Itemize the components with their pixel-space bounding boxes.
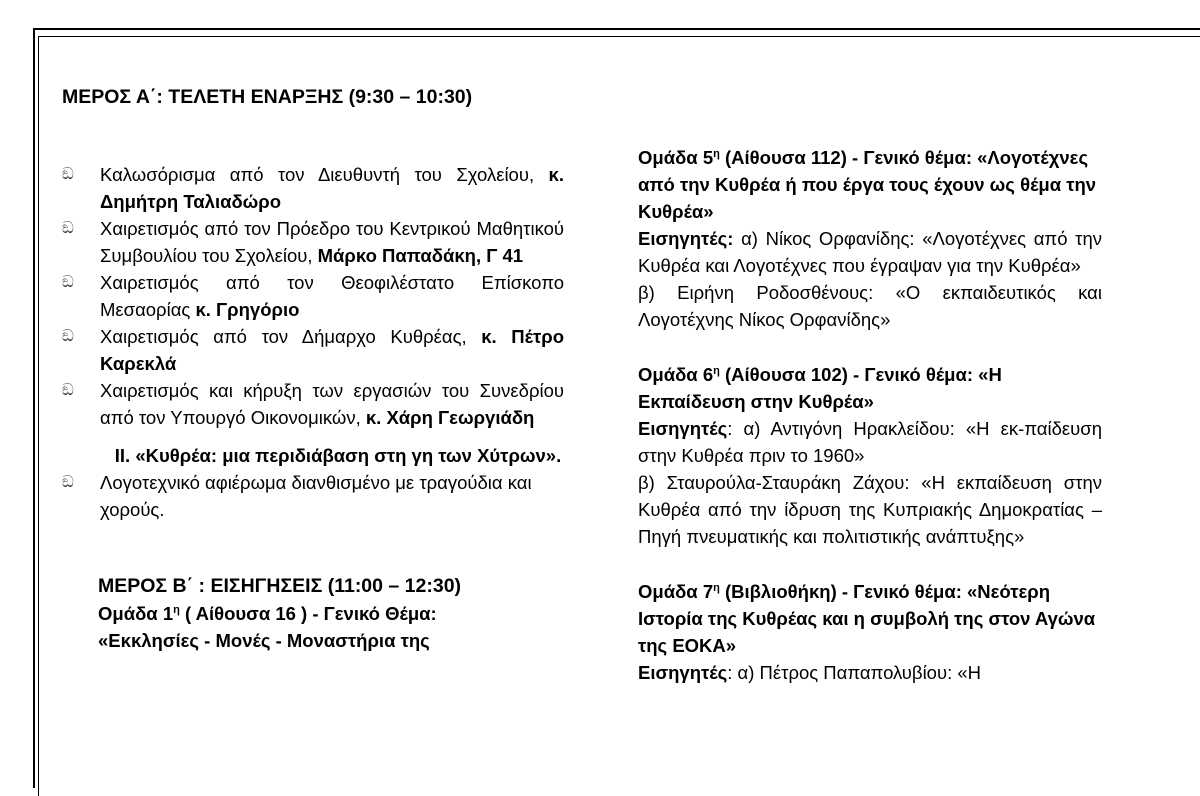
group-1-theme: «Εκκλησίες - Μονές - Μοναστήρια της [98, 630, 430, 651]
leaf-ornament-icon: ඞ [62, 474, 74, 491]
group-5-title: Ομάδα $5^\eta$ (Αίθουσα 112) - Γενικό θέμα: «Λογοτέχνες από την Κυθρέα ή που έργα τους έχουν ως θέμα την Κυθρέα» [638, 147, 1097, 222]
group-5-speaker-b: β) Ειρήνη Ροδοσθένους: «Ο εκπαιδευτικός και Λογοτέχνης Νίκος Ορφανίδης» [638, 282, 1102, 330]
leaf-ornament-icon: ඞ [62, 274, 74, 291]
welcome-list [62, 161, 564, 431]
group-5 [638, 144, 1102, 333]
group-6-speaker-b: β) Σταυρούλα-Σταυράκη Ζάχου: «Η εκπαίδευση στην Κυθρέα από την ίδρυση της Κυπριακής Δημοκρατίας – Πηγή πνευματικής και πολιτιστικής ανάπτυξης» [638, 472, 1102, 547]
list-item: ඞ Χαιρετισμός από τον Πρόεδρο του Κεντρικού Μαθητικού Συμβουλίου του Σχολείου, Μάρκο Παπαδάκη, Γ 41 [62, 215, 564, 269]
list-item: ඞ Χαιρετισμός από τον Θεοφιλέστατο Επίσκοπο Μεσαορίας κ. Γρηγόριο [62, 269, 564, 323]
leaf-ornament-icon: ඞ [62, 166, 74, 183]
right-column [638, 144, 1102, 686]
left-column [62, 84, 564, 654]
part-b-block [62, 573, 564, 654]
list-item: ඞ Χαιρετισμός από τον Δήμαρχο Κυθρέας, κ. Πέτρο Καρεκλά [62, 323, 564, 377]
section-2-title: ΙΙ. «Κυθρέα: μια περιδιάβαση στη γη των Χύτρων». [114, 445, 562, 466]
group-1-title: Ομάδα $1^\eta$ ( Αίθουσα 16 ) - Γενικό Θέμα: [98, 603, 437, 624]
leaf-ornament-icon: ඞ [62, 220, 74, 237]
part-b-heading: ΜΕΡΟΣ Β΄ : ΕΙΣΗΓΗΣΕΙΣ (11:00 – 12:30) [98, 575, 462, 597]
group-6-speakers: Εισηγητές: α) Αντιγόνη Ηρακλείδου: «Η εκ-παίδευση στην Κυθρέα πριν το 1960» [638, 418, 1102, 466]
list-item: ඞ Λογοτεχνικό αφιέρωμα διανθισμένο με τραγούδια και χορούς. [62, 469, 564, 523]
leaf-ornament-icon: ඞ [62, 328, 74, 345]
leaf-ornament-icon: ඞ [62, 382, 74, 399]
group-7-speakers: Εισηγητές: α) Πέτρος Παπαπολυβίου: «Η [638, 662, 982, 683]
section-2-list [62, 469, 564, 523]
group-5-speakers: Εισηγητές: α) Νίκος Ορφανίδης: «Λογοτέχνες από την Κυθρέα και Λογοτέχνες που έγραψαν για την Κυθρέα» [638, 228, 1102, 276]
group-6 [638, 361, 1102, 550]
part-a-heading: ΜΕΡΟΣ Α΄: ΤΕΛΕΤΗ ΕΝΑΡΞΗΣ (9:30 – 10:30) [62, 86, 473, 108]
list-item: ඞ Καλωσόρισμα από τον Διευθυντή του Σχολείου, κ. Δημήτρη Ταλιαδώρο [62, 161, 564, 215]
list-item: ඞ Χαιρετισμός και κήρυξη των εργασιών του Συνεδρίου από τον Υπουργό Οικονομικών, κ. Χάρη Γεωργιάδη [62, 377, 564, 431]
group-7-title: Ομάδα $7^\eta$ (Βιβλιοθήκη) - Γενικό θέμα: «Νεότερη Ιστορία της Κυθρέας και η συμβολή της στον Αγώνα της ΕΟΚΑ» [638, 581, 1096, 656]
group-7 [638, 578, 1102, 686]
group-6-title: Ομάδα $6^\eta$ (Αίθουσα 102) - Γενικό θέμα: «Η Εκπαίδευση στην Κυθρέα» [638, 364, 1002, 412]
